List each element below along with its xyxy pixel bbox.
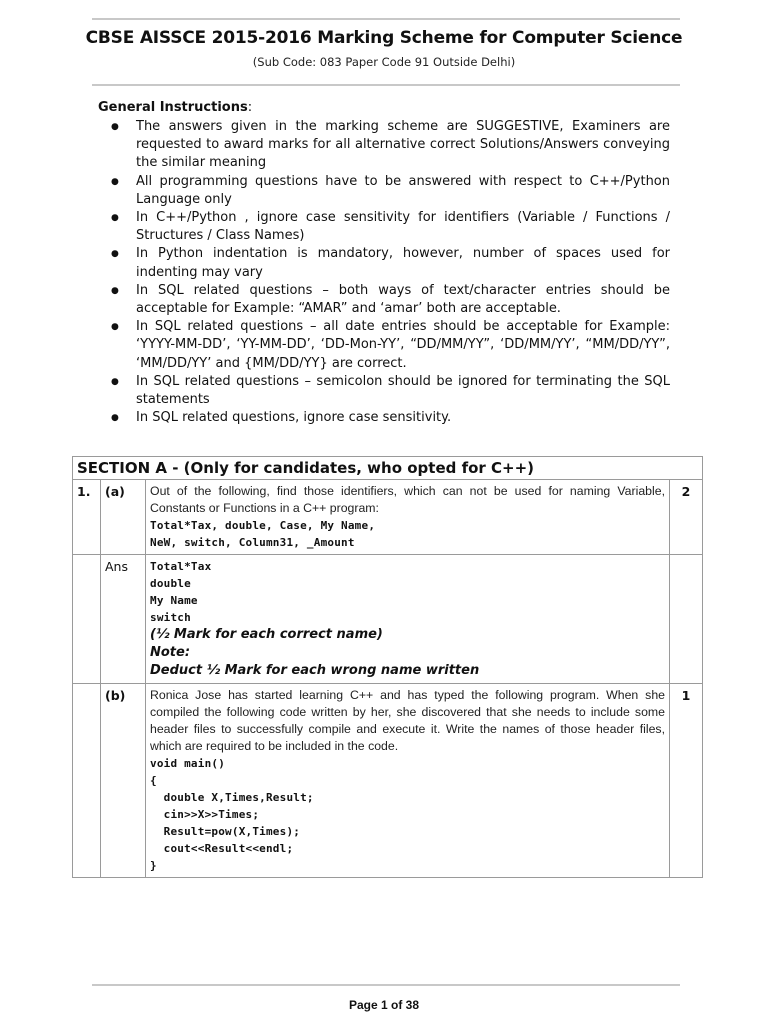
section-a-heading: SECTION A - (Only for candidates, who opted for C++)	[73, 457, 703, 480]
top-rule	[92, 18, 680, 20]
question-1b-code: void main() { double X,Times,Result; cin>>X>>Times; Result=pow(X,Times); cout<<Result<<endl; }	[150, 757, 314, 872]
answer-1a-row	[73, 555, 703, 684]
general-instructions-heading	[98, 100, 252, 115]
question-1b-row	[73, 684, 703, 878]
answer-note-label: Note:	[150, 645, 191, 660]
question-1b-text: Ronica Jose has started learning C++ and has typed the following program. When she compiled the following code written by her, she discovered that she needs to include some header files to successfully compile and execute it. Write the names of those header files, which are required to be included in the code.	[150, 688, 665, 753]
instruction-item: ● All programming questions have to be answered with respect to C++/Python Language only	[108, 173, 670, 209]
empty-cell	[73, 684, 101, 878]
question-1a-marks: 2	[670, 480, 703, 555]
question-part-b: (b)	[101, 684, 146, 878]
general-instructions-title: General Instructions	[98, 100, 248, 115]
answer-note-marks: (½ Mark for each correct name)	[150, 627, 383, 642]
question-1a-code: Total*Tax, double, Case, My Name, NeW, switch, Column31, _Amount	[150, 519, 376, 549]
instruction-item: ● In C++/Python , ignore case sensitivity for identifiers (Variable / Functions / Structures / Class Names)	[108, 209, 670, 245]
instruction-item: ● In SQL related questions – semicolon should be ignored for terminating the SQL statements	[108, 373, 670, 409]
page-title: CBSE AISSCE 2015-2016 Marking Scheme for Computer Science	[85, 28, 683, 48]
question-1a-text-cell	[146, 480, 670, 555]
question-part-a: (a)	[101, 480, 146, 555]
answer-1a-code: Total*Tax double My Name switch	[150, 560, 212, 624]
question-1a-row	[73, 480, 703, 555]
question-1b-marks: 1	[670, 684, 703, 878]
instruction-item: ● The answers given in the marking scheme are SUGGESTIVE, Examiners are requested to award marks for all alternative correct Solutions/Answers conveying the similar meaning	[108, 118, 670, 173]
instruction-item: ● In Python indentation is mandatory, however, number of spaces used for indenting may vary	[108, 245, 670, 281]
question-1b-text-cell	[146, 684, 670, 878]
instruction-item: ● In SQL related questions – both ways of text/character entries should be acceptable for Example: “AMAR” and ‘amar’ both are acceptable.	[108, 282, 670, 318]
header-rule	[92, 84, 680, 86]
page-subtitle: (Sub Code: 083 Paper Code 91 Outside Delhi)	[252, 55, 516, 69]
section-a-table	[72, 456, 703, 878]
question-number: 1.	[73, 480, 101, 555]
heading-colon: :	[247, 100, 253, 115]
answer-label: Ans	[101, 555, 146, 684]
question-1a-text: Out of the following, find those identifiers, which can not be used for naming Variable, Constants or Functions in a C++ program:	[150, 484, 665, 515]
empty-cell	[73, 555, 101, 684]
instruction-item: ● In SQL related questions, ignore case sensitivity.	[108, 409, 670, 427]
general-instructions-list	[108, 118, 670, 427]
answer-note-deduct: Deduct ½ Mark for each wrong name written	[150, 663, 480, 678]
footer-rule	[92, 984, 680, 986]
instruction-item: ● In SQL related questions – all date entries should be acceptable for Example: ‘YYYY-MM-DD’, ‘YY-MM-DD’, ‘DD-Mon-YY’, “DD/MM/YY”, ‘DD/MM/YY’, “MM/DD/YY”, ‘MM/DD/YY’ and {MM/DD/YY} are correct.	[108, 318, 670, 373]
answer-1a-cell	[146, 555, 670, 684]
page-number: Page 1 of 38	[348, 998, 420, 1012]
empty-cell	[670, 555, 703, 684]
